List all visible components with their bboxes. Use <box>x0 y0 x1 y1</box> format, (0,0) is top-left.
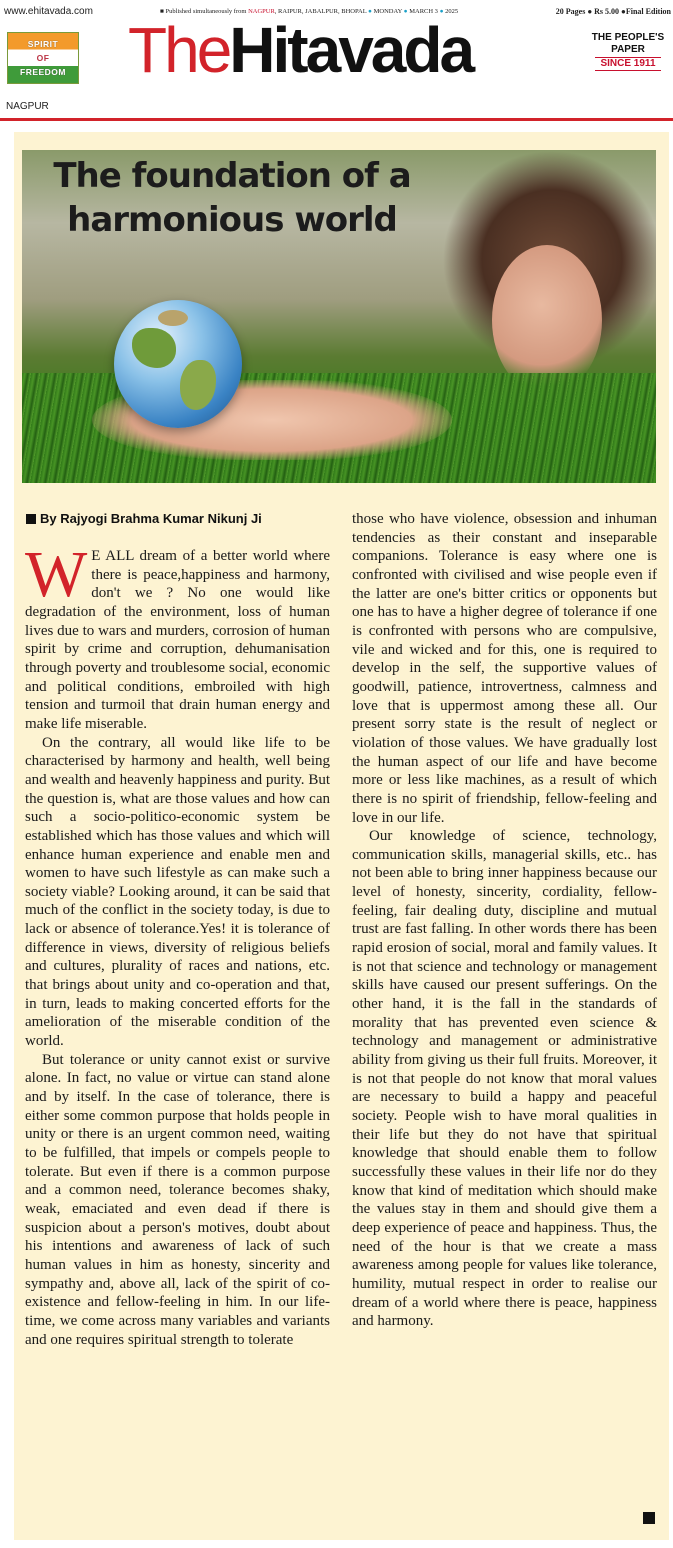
byline <box>26 511 262 526</box>
globe-icon <box>114 300 242 428</box>
pub-year: 2025 <box>443 8 459 15</box>
newspaper-logo[interactable] <box>128 14 473 86</box>
dot-icon: ● <box>368 8 372 15</box>
peoples-paper-tagline <box>591 32 665 71</box>
pub-prefix: ■ Published simultaneously from <box>160 8 249 15</box>
tagline-line-1: THE PEOPLE'S <box>591 32 665 43</box>
landmass <box>132 328 176 368</box>
paragraph-5: Our knowledge of science, technology, communication skills, managerial skills, etc.. has not been able to bring inner happiness because our level of honesty, sincerity, cordiality, fellow-feeling, fair dealing duty, discipline and mutual trust are fast falling. In other words there has been rapid erosion of social, moral and family values. It is not that science and technology or management skills have caused our present sufferings. On the other hand, it is the fall in the standards of morality that has prevented even science & technology and management or administrative ability from giving us their full fruits. Moreover, it is not that people do not know that moral values are necessary to build a happy and peaceful society. People wish to have moral qualities in their life but they do not have that spiritual knowledge that should enable them to follow successfully these values in their life nor do they know that kind of meditation which should make the values stay in them and should give them a deep experience of peace and happiness. Thus, the need of the hour is that we create a mass awareness among people for values like tolerance, humility, mutual respect in order to realise our dream of a world where there is peace, happiness and harmony. <box>352 828 657 1330</box>
article-column-left <box>25 538 330 1349</box>
tagline-line-2: PAPER <box>611 43 645 55</box>
logo-name: Hitavada <box>229 14 473 86</box>
dot-icon: ● <box>439 8 444 15</box>
edition-city: NAGPUR <box>6 101 49 112</box>
paragraph-3: But tolerance or unity cannot exist or survive alone. In fact, no value or virtue can stand alone and by itself. In the case of tolerance, there is either some common purpose that holds people in unity or there is an urgent common need, waiting to be fulfilled, that impels or compels people to tolerate. But even if there is a common purpose and a common need, tolerance becomes shaky, weak, emaciated and even dead if there is suspicion about a person's motives, doubt about his intentions and awareness of lack of such human values in him as honesty, sincerity and sympathy and, above all, lack of the spirit of co-existence and fellow-feeling in him. In our life-time, we come across many variables and variants and one requires spiritual strength to tolerate <box>25 1051 330 1348</box>
site-url[interactable]: www.ehitavada.com <box>4 6 93 17</box>
pub-date: MARCH 3 <box>407 8 440 15</box>
square-bullet-icon <box>26 514 36 524</box>
masthead-divider <box>0 118 673 121</box>
headline-line-1: The foundation of a <box>53 156 411 196</box>
spirit-of-freedom-badge <box>7 32 79 84</box>
headline-line-2: harmonious world <box>67 200 397 240</box>
spirit-line-2: OF <box>36 53 50 63</box>
logo-the: The <box>128 14 230 86</box>
spirit-line-3: FREEDOM <box>20 67 66 77</box>
pub-day: MONDAY <box>371 8 404 15</box>
pub-cities: , RAIPUR, JABALPUR, BHOPAL <box>274 8 369 15</box>
end-mark-icon <box>643 1512 655 1524</box>
tagline-since: SINCE 1911 <box>595 57 661 71</box>
dot-icon: ● <box>403 8 408 15</box>
article-column-right <box>352 510 657 1331</box>
byline-text: By Rajyogi Brahma Kumar Nikunj Ji <box>40 511 262 526</box>
paragraph-4: those who have violence, obsession and inhuman tendencies as their constant and inseparable companions. Tolerance is easy where one is confronted with civilised and wise people even if the latter are one's bitter critics or opponents but one has to have a higher degree of tolerance if one is confronted with persons who are compulsive, vile and wicked and for this, one is required to develop in the self, the supportive values of goodwill, patience, introvertness, calmness and love that is uppermost among these all. Our present sorry state is the result of neglect or violation of those values. We have gradually lost the human aspect of our life and have become more or less like machines, as a result of which there is no spirit of friendship, fellow-feeling and love in our life. <box>352 511 657 826</box>
article-photo <box>22 150 656 483</box>
headline <box>42 154 422 242</box>
landmass <box>180 360 216 410</box>
edition-info: 20 Pages ● Rs 5.00 ●Final Edition <box>555 7 671 16</box>
paragraph-1-text: E ALL dream of a better world where there is peace,happiness and harmony, don't we ? No one would like degradation of the environment, loss of human lives due to wars and murders, corrosion of human spirit by crime and corruption, dehumanisation through poverty and troublesome social, economic and political conditions, embroiled with high tension and turmoil that drain human energy and make life miserable. <box>25 548 330 732</box>
drop-cap: W <box>25 538 88 611</box>
spirit-line-1: SPIRIT <box>27 39 59 49</box>
paragraph-2: On the contrary, all would like life to be characterised by harmony and health, well being and wealth and heavenly happiness and purity. But the question is, what are those values and how can such a socio-politico-economic system be established which has those values and which will enhance human experience and enable men and women to have such lifestyle as can make such a society viable? Looking around, it can be said that much of the conflict in the society today, is due to lack or absence of tolerance.Yes! it is tolerance of difference in views, diversity of religious beliefs and cultures, plurality of races and nations, etc. that brings about unity and co-operation and that, in turn, leads to making concerted efforts for the amelioration of the miserable condition of the world. <box>25 734 330 1050</box>
landmass <box>158 310 188 326</box>
paragraph-1 <box>25 538 330 734</box>
pub-city-nagpur: NAGPUR <box>248 8 275 15</box>
